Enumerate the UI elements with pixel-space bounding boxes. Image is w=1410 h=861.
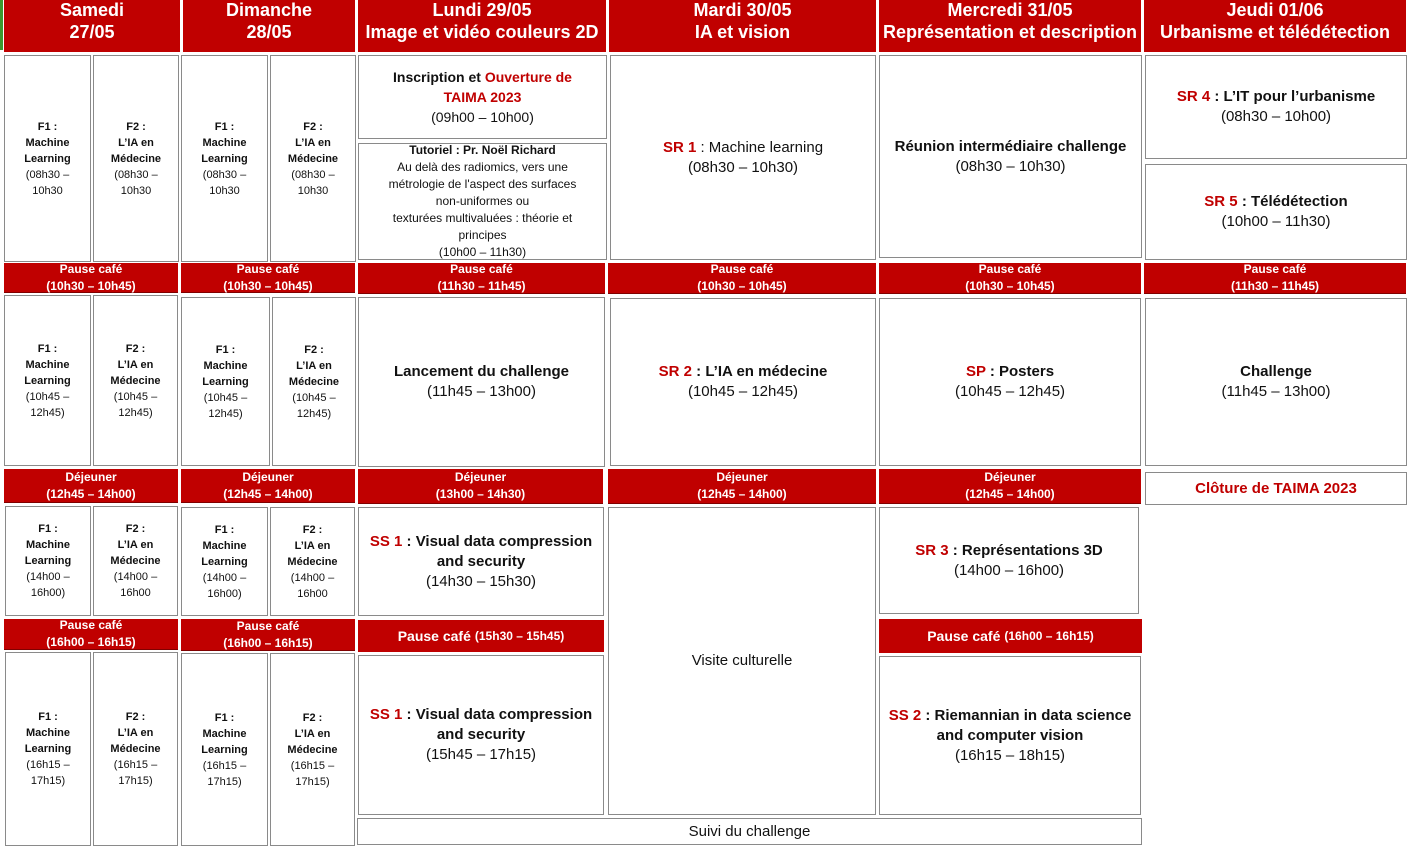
pause-label: Pause café — [978, 262, 1042, 276]
day-subtitle: Représentation et description — [882, 21, 1138, 42]
f2-label: F2 : — [125, 342, 146, 355]
f1-label: F1 : — [214, 711, 235, 724]
slot-time-b: 12h45) — [296, 407, 332, 420]
lundi-tutoriel — [358, 143, 607, 260]
pause-time: (10h30 – 10h45) — [223, 278, 313, 293]
ia-line2: Médecine — [110, 152, 162, 165]
ml-line1: Machine — [202, 539, 247, 552]
pause-time: (10h30 – 10h45) — [965, 279, 1055, 293]
ml-line1: Machine — [25, 358, 70, 371]
pause-cafe-lun-2 — [358, 620, 604, 652]
ss1-text: : Visual data compression — [402, 706, 593, 723]
slot-time-b: 10h30 — [32, 184, 63, 197]
slot-time-a: (16h15 – — [290, 759, 335, 772]
jeudi-sr5 — [1145, 164, 1407, 260]
ss2-text2: and computer vision — [936, 726, 1084, 744]
ss2-text: : Riemannian in data science — [921, 706, 1132, 724]
sr1-code: SR 1 — [662, 138, 697, 156]
ss1-text2: and security — [436, 552, 526, 570]
slot-time-b: 16h00 — [120, 587, 151, 599]
ia-line1: L’IA en — [295, 136, 331, 149]
ia-line2: Médecine — [287, 555, 338, 568]
ml-line2: Learning — [202, 375, 249, 388]
sr5-time: (10h00 – 11h30) — [1221, 213, 1331, 230]
dejeuner-time: (13h00 – 14h30) — [435, 487, 526, 501]
day-header-lundi — [358, 0, 606, 52]
ss2-code: SS 2 — [888, 706, 922, 724]
dejeuner-label: Déjeuner — [716, 470, 768, 484]
f2-label: F2 : — [303, 120, 323, 133]
mardi-sr1 — [610, 55, 876, 260]
day-name: Mardi 30/05 — [693, 0, 792, 20]
dim-f2-slot1 — [270, 55, 356, 262]
ia-line1: L’IA en — [294, 727, 331, 740]
pause-time: (16h00 – 16h15) — [223, 635, 313, 650]
slot-time-b: 10h30 — [209, 184, 240, 197]
day-header-dimanche — [183, 0, 355, 52]
dejeuner-label: Déjeuner — [65, 469, 117, 484]
left-edge-marker — [0, 0, 3, 50]
pause-cafe-sam-2 — [4, 619, 178, 650]
sr5-text: : Télédétection — [1237, 193, 1348, 210]
ia-line1: L’IA en — [294, 539, 331, 552]
dejeuner-time: (12h45 – 14h00) — [46, 486, 136, 501]
inscription-text: Inscription et — [393, 69, 485, 85]
ss1-time: (14h30 – 15h30) — [425, 572, 537, 590]
f2-label: F2 : — [126, 120, 146, 133]
pause-cafe-jeu-1 — [1144, 263, 1406, 294]
pause-time: (16h00 – 16h15) — [1004, 629, 1094, 643]
day-subtitle: Image et vidéo couleurs 2D — [365, 21, 599, 42]
ml-line1: Machine — [202, 727, 247, 740]
pause-time: (15h30 – 15h45) — [474, 629, 565, 643]
slot-time-b: 12h45) — [30, 406, 65, 419]
slot-time-b: 12h45) — [118, 406, 153, 419]
day-header-mardi — [609, 0, 876, 52]
f1-label: F1 : — [214, 523, 235, 536]
suivi-challenge — [357, 818, 1142, 845]
pause-time: (11h30 – 11h45) — [1230, 279, 1320, 293]
dejeuner-label: Déjeuner — [984, 470, 1036, 484]
day-header-samedi — [4, 0, 180, 52]
sr4-time: (08h30 – 10h00) — [1220, 108, 1332, 125]
dejeuner-label: Déjeuner — [242, 469, 294, 484]
sr2-code: SR 2 — [658, 363, 693, 380]
day-header-jeudi — [1144, 0, 1406, 52]
slot-time-b: 16h00) — [207, 587, 242, 600]
day-subtitle: 27/05 — [69, 21, 115, 42]
day-subtitle: IA et vision — [694, 21, 791, 42]
slot-time-b: 10h30 — [120, 184, 152, 197]
slot-time-a: (08h30 – — [291, 168, 335, 181]
day-name: Mercredi 31/05 — [947, 0, 1073, 20]
slot-time-a: (08h30 – — [25, 168, 70, 181]
day-subtitle: 28/05 — [246, 21, 292, 42]
slot-time-b: 16h00 — [297, 587, 328, 600]
sr3-code: SR 3 — [915, 541, 949, 559]
tutoriel-line: métrologie de l'aspect des surfaces — [388, 177, 577, 191]
ss1-code: SS 1 — [369, 532, 403, 550]
slot-time-a: (16h15 – — [202, 759, 247, 772]
lundi-inscription — [358, 55, 607, 139]
mercredi-reunion — [879, 55, 1142, 258]
tutoriel-line: non-uniformes ou — [435, 194, 530, 208]
jeudi-challenge — [1145, 298, 1407, 466]
dim-f2-slot3 — [270, 507, 355, 616]
ia-line2: Médecine — [110, 555, 161, 567]
ml-line1: Machine — [25, 136, 70, 149]
ml-line2: Learning — [201, 152, 248, 165]
ia-line1: L’IA en — [118, 136, 154, 149]
f2-label: F2 : — [302, 523, 323, 536]
dejeuner-mer — [879, 469, 1141, 504]
pause-cafe-lun-1 — [358, 263, 605, 294]
tutoriel-line: texturées multivaluées : théorie et — [392, 211, 573, 225]
ml-line1: Machine — [25, 727, 70, 739]
ml-line2: Learning — [24, 374, 71, 387]
ss1-text2: and security — [436, 726, 526, 743]
lancement-title: Lancement du challenge — [393, 363, 570, 380]
ia-line1: L’IA en — [117, 539, 154, 551]
ss1-code: SS 1 — [369, 706, 403, 723]
sr1-time: (08h30 – 10h30) — [687, 158, 799, 176]
f2-label: F2 : — [125, 523, 146, 535]
reunion-time: (08h30 – 10h30) — [955, 157, 1066, 175]
sam-f2-slot1 — [93, 55, 179, 262]
pause-label: Pause café — [59, 261, 123, 276]
ia-line2: Médecine — [110, 743, 161, 755]
tutoriel-line: principes — [458, 228, 507, 242]
slot-time-a: (10h45 – — [292, 391, 336, 404]
slot-time-b: 10h30 — [297, 184, 329, 197]
day-name: Dimanche — [225, 0, 313, 20]
ml-line2: Learning — [24, 743, 72, 755]
slot-time-b: 17h15) — [295, 775, 330, 788]
dim-f1-slot1 — [181, 55, 268, 262]
pause-label: Pause café — [397, 628, 471, 644]
suivi-text: Suivi du challenge — [688, 822, 811, 840]
f1-label: F1 : — [37, 120, 58, 133]
ia-line2: Médecine — [110, 374, 161, 387]
pause-cafe-dim-1 — [181, 263, 355, 293]
lundi-lancement — [358, 297, 605, 467]
challenge-title: Challenge — [1240, 363, 1312, 380]
sr2-text: : L’IA en médecine — [692, 363, 828, 380]
pause-time: (16h00 – 16h15) — [46, 635, 136, 649]
mercredi-sp — [879, 298, 1141, 466]
ml-line2: Learning — [24, 152, 71, 165]
slot-time-a: (10h45 – — [113, 390, 158, 403]
f2-label: F2 : — [125, 711, 146, 723]
sam-f1-slot4 — [5, 652, 91, 846]
ss1-time: (15h45 – 17h15) — [425, 746, 537, 763]
ml-line1: Machine — [25, 539, 70, 551]
slot-time-a: (10h45 – — [25, 390, 70, 403]
day-subtitle: Urbanisme et télédétection — [1159, 21, 1391, 42]
ia-line1: L’IA en — [296, 359, 332, 372]
taima-text: TAIMA 2023 — [443, 89, 522, 105]
ouverture-text: Ouverture de — [484, 69, 572, 85]
sam-f1-slot2 — [4, 295, 91, 466]
sr5-code: SR 5 — [1204, 193, 1238, 210]
f1-label: F1 : — [37, 342, 58, 355]
f1-label: F1 : — [215, 343, 236, 356]
sam-f1-slot3 — [5, 506, 91, 616]
pause-label: Pause café — [59, 618, 123, 632]
ia-line2: Médecine — [288, 375, 340, 388]
pause-cafe-sam-1 — [4, 263, 178, 293]
day-name: Jeudi 01/06 — [1226, 0, 1324, 20]
slot-time-a: (10h45 – — [203, 391, 248, 404]
dejeuner-dim — [181, 469, 355, 503]
dejeuner-lun — [358, 469, 603, 504]
slot-time-b: 16h00) — [30, 587, 66, 599]
lundi-ss1-b — [358, 655, 604, 815]
pause-time: (10h30 – 10h45) — [46, 278, 136, 293]
pause-label: Pause café — [927, 628, 1001, 644]
slot-time-b: 17h15) — [207, 775, 242, 788]
sr3-text: : Représentations 3D — [948, 541, 1103, 559]
pause-time: (11h30 – 11h45) — [437, 279, 526, 293]
slot-time-a: (16h15 – — [26, 759, 70, 771]
slot-time-a: (08h30 – — [114, 168, 158, 181]
f2-label: F2 : — [302, 711, 323, 724]
jeudi-cloture — [1145, 472, 1407, 505]
slot-time-a: (14h00 – — [113, 571, 158, 583]
tutoriel-line: Au delà des radiomics, vers une — [397, 160, 568, 174]
ss1-text: : Visual data compression — [402, 532, 593, 550]
pause-label: Pause café — [450, 262, 513, 276]
challenge-time: (11h45 – 13h00) — [1221, 383, 1331, 400]
ia-line2: Médecine — [287, 152, 339, 165]
ml-line1: Machine — [202, 136, 247, 149]
dejeuner-label: Déjeuner — [454, 470, 507, 484]
tutoriel-title: Tutoriel : Pr. Noël Richard — [409, 143, 556, 157]
lundi-ss1-a — [358, 507, 604, 616]
dim-f2-slot4 — [270, 653, 355, 846]
inscription-time: (09h00 – 10h00) — [431, 109, 534, 125]
dim-f1-slot3 — [181, 507, 268, 616]
sr2-time: (10h45 – 12h45) — [687, 383, 799, 400]
slot-time-a: (08h30 – — [202, 168, 247, 181]
day-name: Lundi 29/05 — [432, 0, 532, 20]
sp-time: (10h45 – 12h45) — [954, 383, 1066, 400]
pause-label: Pause café — [236, 261, 300, 276]
ia-line2: Médecine — [287, 743, 338, 756]
sam-f2-slot3 — [93, 506, 178, 616]
ml-line2: Learning — [24, 555, 72, 567]
f2-label: F2 : — [304, 343, 324, 356]
ia-line1: L’IA en — [117, 358, 154, 371]
slot-time-b: 17h15) — [30, 775, 66, 787]
day-name: Samedi — [59, 0, 125, 20]
sam-f1-slot1 — [4, 55, 91, 262]
dejeuner-time: (12h45 – 14h00) — [697, 487, 787, 501]
dim-f1-slot4 — [181, 653, 268, 846]
slot-time-b: 17h15) — [118, 775, 153, 787]
slot-time-a: (14h00 – — [202, 571, 247, 584]
pause-time: (10h30 – 10h45) — [697, 279, 787, 293]
pause-cafe-mar-1 — [608, 263, 876, 294]
jeudi-sr4 — [1145, 55, 1407, 159]
visite-text: Visite culturelle — [691, 652, 793, 669]
slot-time-a: (14h00 – — [290, 571, 335, 584]
pause-cafe-mer-1 — [879, 263, 1141, 294]
slot-time-b: 12h45) — [208, 407, 243, 420]
mardi-sr2 — [610, 298, 876, 466]
pause-cafe-dim-2 — [181, 619, 355, 651]
f1-label: F1 : — [38, 523, 58, 535]
ia-line1: L’IA en — [117, 727, 154, 739]
f1-label: F1 : — [38, 711, 58, 723]
dejeuner-time: (12h45 – 14h00) — [965, 487, 1055, 501]
ml-line1: Machine — [203, 359, 248, 372]
pause-label: Pause café — [1243, 262, 1307, 276]
mardi-visite — [608, 507, 876, 815]
pause-cafe-mer-2 — [879, 619, 1142, 653]
dim-f2-slot2 — [272, 297, 356, 466]
sr4-text: : L’IT pour l’urbanisme — [1210, 88, 1376, 105]
pause-label: Pause café — [236, 618, 300, 633]
ml-line2: Learning — [201, 743, 248, 756]
mercredi-ss2 — [879, 656, 1141, 815]
sam-f2-slot2 — [93, 295, 178, 466]
sr1-text: : Machine learning — [696, 138, 824, 156]
sam-f2-slot4 — [93, 652, 178, 846]
dejeuner-mar — [608, 469, 876, 504]
ml-line2: Learning — [201, 555, 248, 568]
sp-text: : Posters — [985, 363, 1055, 380]
ss2-time: (16h15 – 18h15) — [954, 746, 1066, 764]
sp-code: SP — [965, 363, 986, 380]
cloture-text: Clôture de TAIMA 2023 — [1195, 479, 1357, 497]
f1-label: F1 : — [214, 120, 235, 133]
day-header-mercredi — [879, 0, 1141, 52]
tutoriel-time: (10h00 – 11h30) — [438, 245, 527, 259]
sr3-time: (14h00 – 16h00) — [953, 561, 1065, 579]
sr4-code: SR 4 — [1176, 88, 1211, 105]
dim-f1-slot2 — [181, 297, 270, 466]
reunion-title: Réunion intermédiaire challenge — [894, 137, 1127, 155]
pause-label: Pause café — [710, 262, 774, 276]
slot-time-a: (14h00 – — [26, 571, 70, 583]
lancement-time: (11h45 – 13h00) — [427, 383, 536, 400]
mercredi-sr3 — [879, 507, 1139, 614]
dejeuner-time: (12h45 – 14h00) — [223, 486, 313, 501]
slot-time-a: (16h15 – — [113, 759, 158, 771]
dejeuner-sam — [4, 469, 178, 503]
